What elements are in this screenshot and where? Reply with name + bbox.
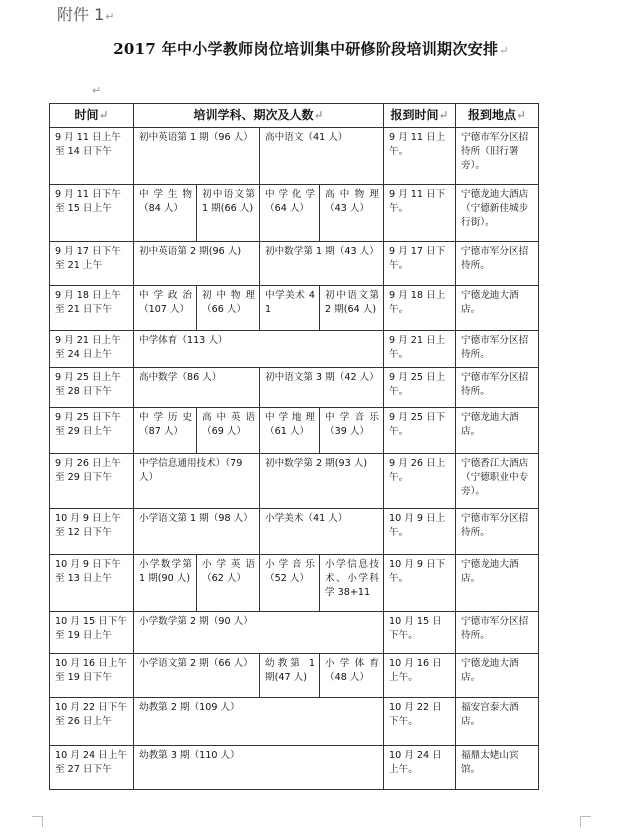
- table-row: [50, 128, 539, 185]
- subject-cell: 小学音乐（52 人）: [260, 555, 320, 612]
- subject-cell: 幼教第 2 期（109 人）: [134, 698, 384, 746]
- subject-cell: 小学美术（41 人）: [260, 509, 384, 555]
- subject-cell: 幼教第 3 期（110 人）: [134, 746, 384, 790]
- header-time: 时间↵: [50, 104, 134, 128]
- subject-cell: 小学语文第 1 期（98 人）: [134, 509, 260, 555]
- table-row: [50, 368, 539, 408]
- report-place-cell: 福安宫泰大酒店。: [456, 698, 539, 746]
- subject-cell: 高中数学（86 人）: [134, 368, 260, 408]
- subject-cell: 高中英语（69 人）: [197, 408, 260, 454]
- subject-cell: 中学生物（84 人）: [134, 185, 197, 242]
- report-time-cell: 10 月 22 日下午。: [384, 698, 456, 746]
- subject-cell: 小学信息技术、小学科学 38+11: [320, 555, 384, 612]
- subject-cell: 高中语文（41 人）: [260, 128, 384, 185]
- subject-cell: 小学数学第 2 期（90 人）: [134, 612, 384, 654]
- time-cell: 9 月 21 日上午至 24 日上午: [50, 331, 134, 368]
- subject-cell: 初中语文第 2 期(64 人): [320, 286, 384, 331]
- subject-cell: 中学美术 41: [260, 286, 320, 331]
- subject-cell: 初中物理（66 人）: [197, 286, 260, 331]
- time-cell: 10 月 16 日上午至 19 日下午: [50, 654, 134, 698]
- table-row: [50, 654, 539, 698]
- report-place-cell: 宁德龙迪大酒店。: [456, 654, 539, 698]
- report-place-cell: 宁德龙迪大酒店。: [456, 286, 539, 331]
- report-time-cell: 9 月 11 日下午。: [384, 185, 456, 242]
- report-place-cell: 宁德龙迪大酒店。: [456, 408, 539, 454]
- header-report-place: 报到地点↵: [456, 104, 539, 128]
- table-row: [50, 746, 539, 790]
- time-cell: 9 月 11 日上午至 14 日下午: [50, 128, 134, 185]
- time-cell: 10 月 24 日上午至 27 日下午: [50, 746, 134, 790]
- table-header-row: [50, 104, 539, 128]
- report-time-cell: 9 月 26 日上午。: [384, 454, 456, 509]
- subject-cell: 初中数学第 2 期(93 人): [260, 454, 384, 509]
- header-report-time: 报到时间↵: [384, 104, 456, 128]
- table-row: [50, 555, 539, 612]
- subject-cell: 中学音乐（39 人）: [320, 408, 384, 454]
- subject-cell: 初中语文第 3 期（42 人）: [260, 368, 384, 408]
- time-cell: 10 月 9 日下午至 13 日上午: [50, 555, 134, 612]
- page-corner-mark: [32, 816, 43, 827]
- report-place-cell: 宁德市军分区招待所。: [456, 331, 539, 368]
- report-place-cell: 宁德市军分区招待所。: [456, 612, 539, 654]
- header-subjects: 培训学科、期次及人数↵: [134, 104, 384, 128]
- time-cell: 9 月 26 日上午至 29 日下午: [50, 454, 134, 509]
- report-time-cell: 9 月 25 日上午。: [384, 368, 456, 408]
- table-row: [50, 242, 539, 286]
- subject-cell: 中学信息通用技术）（79 人）: [134, 454, 260, 509]
- time-cell: 9 月 25 日上午至 28 日下午: [50, 368, 134, 408]
- subject-cell: 中学地理（61 人）: [260, 408, 320, 454]
- subject-cell: 小学语文第 2 期（66 人）: [134, 654, 260, 698]
- report-time-cell: 9 月 21 日上午。: [384, 331, 456, 368]
- table-row: [50, 185, 539, 242]
- report-place-cell: 宁德市军分区招待所。: [456, 509, 539, 555]
- table-row: [50, 509, 539, 555]
- report-time-cell: 9 月 11 日上午。: [384, 128, 456, 185]
- subject-cell: 小学数学第 1 期(90 人): [134, 555, 197, 612]
- report-time-cell: 10 月 16 日上午。: [384, 654, 456, 698]
- table-row: [50, 331, 539, 368]
- paragraph-mark: ↵: [92, 84, 102, 97]
- report-time-cell: 9 月 17 日下午。: [384, 242, 456, 286]
- time-cell: 10 月 22 日下午至 26 日上午: [50, 698, 134, 746]
- report-time-cell: 10 月 9 日上午。: [384, 509, 456, 555]
- report-place-cell: 宁德香江大酒店（宁德职业中专旁）。: [456, 454, 539, 509]
- report-place-cell: 福鼎太姥山宾馆。: [456, 746, 539, 790]
- time-cell: 9 月 18 日上午至 21 日下午: [50, 286, 134, 331]
- time-cell: 10 月 15 日下午至 19 日上午: [50, 612, 134, 654]
- report-time-cell: 9 月 25 日下午。: [384, 408, 456, 454]
- subject-cell: 中学历史（87 人）: [134, 408, 197, 454]
- report-time-cell: 10 月 9 日下午。: [384, 555, 456, 612]
- report-time-cell: 9 月 18 日上午。: [384, 286, 456, 331]
- table-row: [50, 612, 539, 654]
- report-time-cell: 10 月 24 日上午。: [384, 746, 456, 790]
- time-cell: 10 月 9 日上午至 12 日下午: [50, 509, 134, 555]
- subject-cell: 中学体育（113 人）: [134, 331, 384, 368]
- subject-cell: 高中物理（43 人）: [320, 185, 384, 242]
- subject-cell: 初中英语第 1 期（96 人）: [134, 128, 260, 185]
- subject-cell: 初中数学第 1 期（43 人）: [260, 242, 384, 286]
- subject-cell: 初中语文第 1 期(66 人): [197, 185, 260, 242]
- subject-cell: 小学体育（48 人）: [320, 654, 384, 698]
- schedule-table: [49, 103, 539, 790]
- report-place-cell: 宁德市军分区招待所（旧行署旁）。: [456, 128, 539, 185]
- attachment-label: 附件 1↵: [57, 5, 115, 24]
- subject-cell: 小学英语（62 人）: [197, 555, 260, 612]
- report-place-cell: 宁德龙迪大酒店（宁德新佳城步行街）。: [456, 185, 539, 242]
- subject-cell: 初中英语第 2 期(96 人): [134, 242, 260, 286]
- table-row: [50, 698, 539, 746]
- report-time-cell: 10 月 15 日下午。: [384, 612, 456, 654]
- subject-cell: 幼教第 1 期(47 人): [260, 654, 320, 698]
- time-cell: 9 月 11 日下午至 15 日上午: [50, 185, 134, 242]
- report-place-cell: 宁德市军分区招待所。: [456, 242, 539, 286]
- document-title: 2017 年中小学教师岗位培训集中研修阶段培训期次安排↵: [113, 40, 509, 58]
- table-row: [50, 454, 539, 509]
- time-cell: 9 月 25 日下午至 29 日上午: [50, 408, 134, 454]
- time-cell: 9 月 17 日下午至 21 上午: [50, 242, 134, 286]
- table-row: [50, 286, 539, 331]
- report-place-cell: 宁德龙迪大酒店。: [456, 555, 539, 612]
- table-row: [50, 408, 539, 454]
- report-place-cell: 宁德市军分区招待所。: [456, 368, 539, 408]
- subject-cell: 中学政治（107 人）: [134, 286, 197, 331]
- subject-cell: 中学化学（64 人）: [260, 185, 320, 242]
- page-corner-mark: [580, 816, 591, 827]
